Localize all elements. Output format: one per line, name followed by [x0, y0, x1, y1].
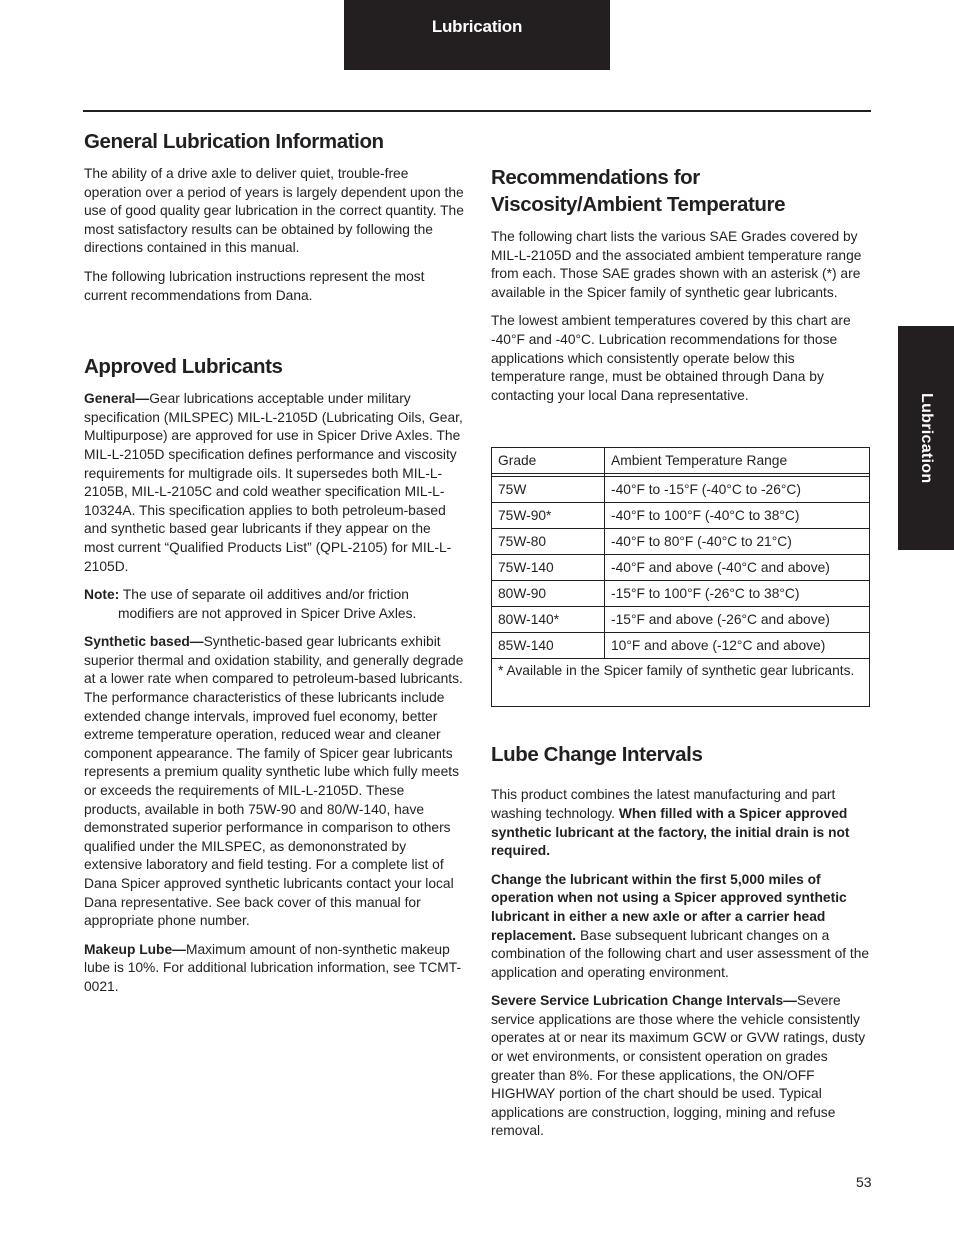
viscosity-paragraph-2: The lowest ambient temperatures covered by this chart are -40°F and -40°C. Lubrication recommendations for those applications which consistently operate below this temperature range, must be obtained through Dana by contacting your local Dana representative. [491, 313, 851, 403]
grade-cell: 75W-140 [492, 555, 605, 581]
table-header-cell: Grade [492, 448, 605, 474]
grade-cell: 75W [492, 477, 605, 503]
header-rule [83, 110, 871, 112]
makeup-text: Maximum amount of non-synthetic makeup lube is 10%. For additional lubrication information, see TCMT-0021. [84, 941, 462, 994]
synthetic-lead: Synthetic based— [84, 634, 204, 650]
viscosity-heading: Recommendations for Viscosity/Ambient Temperature [491, 166, 786, 216]
header-tab-label: Lubrication [431, 17, 523, 36]
side-tab-label: Lubrication [918, 392, 935, 484]
table-row [492, 555, 870, 581]
note-paragraph [84, 586, 464, 623]
table-row [492, 477, 870, 503]
viscosity-table [491, 447, 870, 707]
general-lead: General— [84, 391, 150, 407]
table-footnote-row [492, 659, 870, 707]
temperature-cell: -40°F to 100°F (-40°C to 38°C) [605, 503, 870, 529]
temperature-cell: 10°F and above (-12°C and above) [605, 633, 870, 659]
lube-change-heading: Lube Change Intervals [491, 743, 703, 767]
table-spacer [491, 415, 871, 447]
table-footnote: * Available in the Spicer family of synthetic gear lubricants. [492, 659, 870, 707]
synthetic-paragraph [84, 633, 464, 931]
grade-cell: 80W-140* [492, 607, 605, 633]
lube-p2-text: Base subsequent lubricant changes on a combination of the following chart and user assessment of the application and operating environment. [491, 927, 870, 980]
page-number: 53 [856, 1174, 872, 1190]
approved-lubricants-heading: Approved Lubricants [84, 355, 283, 379]
viscosity-paragraph-1: The following chart lists the various SAE Grades covered by MIL-L-2105D and the associated ambient temperature range from each. Those SAE grades shown with an asterisk (*) are available in the Spicer family of synthetic gear lubricants. [491, 229, 862, 300]
grade-cell: 75W-80 [492, 529, 605, 555]
section-spacer [491, 707, 871, 741]
lube-paragraph-2 [491, 871, 871, 983]
synthetic-text: Synthetic-based gear lubricants exhibit superior thermal and oxidation stability, and generally degrade at a lower rate when compared to petroleum-based lubricants. The performance characteristics of these lubricants include extended change intervals, improved fuel economy, better extreme temperature operation, reduced wear and cleaner component appearance. The family of Spicer gear lubricants represents a premium quality synthetic lube which fully meets or exceeds the requirements of MIL-L-2105D. These products, available in both 75W-90 and 80/W-140, have demonstrated superior performance in comparison to others qualified under the MILSPEC, as demononstrated by extensive laboratory and field testing. For a complete list of Dana Spicer approved synthetic lubricants contact your local Dana representative. See back cover of this manual for appropriate phone number. [84, 634, 464, 929]
note-lead: Note: [84, 587, 120, 603]
temperature-cell: -15°F and above (-26°C and above) [605, 607, 870, 633]
lube-p2-bold: Change the lubricant within the first 5,000 miles of operation when not using a Spicer approved synthetic lubricant in either a new axle or after a carrier head replacement. [491, 871, 847, 943]
grade-cell: 85W-140 [492, 633, 605, 659]
temperature-cell: -40°F and above (-40°C and above) [605, 555, 870, 581]
side-section-tab [898, 326, 954, 550]
severe-service-paragraph [491, 992, 871, 1141]
table-row [492, 529, 870, 555]
temperature-cell: -40°F to 80°F (-40°C to 21°C) [605, 529, 870, 555]
left-column [84, 128, 464, 1007]
temperature-cell: -15°F to 100°F (-26°C to 38°C) [605, 581, 870, 607]
lube-p1-text: This product combines the latest manufacturing and part washing technology. [491, 787, 836, 821]
table-row [492, 607, 870, 633]
makeup-lead: Makeup Lube— [84, 941, 186, 957]
general-paragraph-1: The ability of a drive axle to deliver quiet, trouble-free operation over a period of years is largely dependent upon the use of good quality gear lubrication in the correct quantity. The most satisfactory results can be obtained by following the directions contained in this manual. [84, 166, 464, 256]
grade-cell: 75W-90* [492, 503, 605, 529]
temperature-cell: -40°F to -15°F (-40°C to -26°C) [605, 477, 870, 503]
table-row [492, 503, 870, 529]
right-column [491, 164, 871, 1151]
table-row [492, 581, 870, 607]
general-paragraph-2: The following lubrication instructions represent the most current recommendations from Dana. [84, 268, 425, 303]
table-header-cell: Ambient Temperature Range [605, 448, 870, 474]
note-text: The use of separate oil additives and/or friction modifiers are not approved in Spicer Drive Axles. [118, 587, 417, 621]
table-row [492, 633, 870, 659]
table-header-row [492, 448, 870, 474]
general-approved-text: Gear lubrications acceptable under military specification (MILSPEC) MIL-L-2105D (Lubricating Oils, Gear, Multipurpose) are approved for use in Spicer Drive Axles. The MIL-L-2105D specification defines performance and viscosity requirements for multigrade oils. It supersedes both MIL-L-2105B, MIL-L-2105C and cold weather specification MIL-L-10324A. This specification applies to both petroleum-based and synthetic based gear lubricants if they appear on the most current “Qualified Products List” (QPL-2105) for MIL-L-2105D. [84, 391, 463, 574]
severe-text: Severe service applications are those where the vehicle consistently operates at or near its maximum GCW or GVW ratings, dusty or wet environments, or consistent operation on grades greater than 8%. For these applications, the ON/OFF HIGHWAY portion of the chart should be used. Typical applications are construction, logging, mining and refuse removal. [491, 993, 866, 1139]
general-lubrication-heading: General Lubrication Information [84, 130, 384, 153]
header-section-tab [344, 0, 610, 70]
severe-lead: Severe Service Lubrication Change Intervals— [491, 993, 797, 1009]
section-spacer [84, 315, 464, 353]
lube-paragraph-1 [491, 786, 871, 860]
makeup-paragraph [84, 941, 464, 997]
general-approved-paragraph [84, 390, 464, 576]
lube-p1-bold: When filled with a Spicer approved synthetic lubricant at the factory, the initial drain is not required. [491, 805, 850, 859]
grade-cell: 80W-90 [492, 581, 605, 607]
